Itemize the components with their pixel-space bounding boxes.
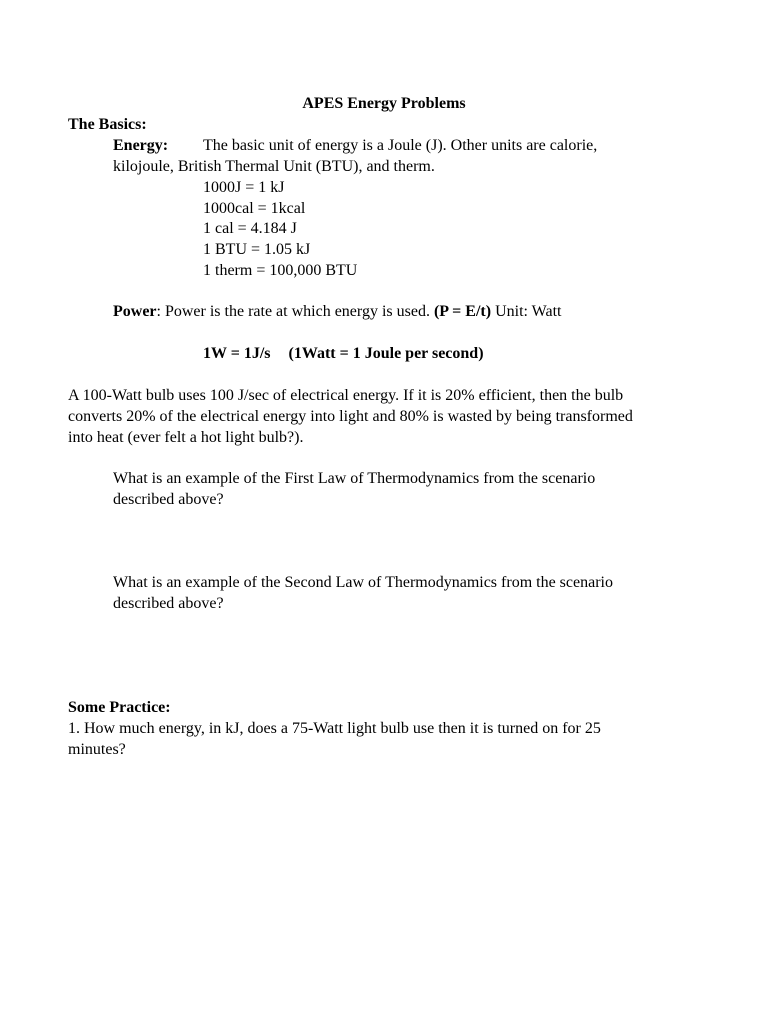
conversion-item: 1 therm = 100,000 BTU	[203, 262, 358, 279]
power-definition	[113, 302, 561, 322]
scenario-line: into heat (ever felt a hot light bulb?).	[68, 429, 304, 446]
second-law-question: described above?	[113, 595, 224, 612]
power-unit: Unit: Watt	[491, 303, 562, 320]
practice-question-1: 1. How much energy, in kJ, does a 75-Watt light bulb use then it is turned on for 25	[68, 720, 601, 737]
first-law-question: What is an example of the First Law of Thermodynamics from the scenario	[113, 470, 596, 487]
conversion-item: 1000J = 1 kJ	[203, 179, 285, 196]
power-equation-a: 1W = 1J/s	[203, 345, 271, 362]
first-law-question: described above?	[113, 491, 224, 508]
power-text: : Power is the rate at which energy is used.	[156, 303, 434, 320]
energy-text-line-2: kilojoule, British Thermal Unit (BTU), and therm.	[113, 158, 435, 175]
conversion-item: 1 BTU = 1.05 kJ	[203, 241, 311, 258]
scenario-line: A 100-Watt bulb uses 100 J/sec of electrical energy. If it is 20% efficient, then the bulb	[68, 387, 624, 404]
practice-question-1: minutes?	[68, 741, 126, 758]
practice-heading: Some Practice:	[68, 699, 171, 716]
energy-label: Energy:	[113, 137, 169, 154]
power-label: Power	[113, 303, 157, 320]
power-formula: (P = E/t)	[433, 303, 492, 320]
energy-text-line-1: The basic unit of energy is a Joule (J). Other units are calorie,	[203, 137, 598, 154]
power-equation	[203, 344, 484, 364]
conversion-item: 1000cal = 1kcal	[203, 200, 306, 217]
power-equation-b: (1Watt = 1 Joule per second)	[288, 345, 484, 362]
page-title: APES Energy Problems	[302, 95, 466, 112]
second-law-question: What is an example of the Second Law of Thermodynamics from the scenario	[113, 574, 613, 591]
basics-heading: The Basics:	[68, 116, 147, 133]
scenario-line: converts 20% of the electrical energy into light and 80% is wasted by being transformed	[68, 408, 633, 425]
conversion-item: 1 cal = 4.184 J	[203, 220, 297, 237]
